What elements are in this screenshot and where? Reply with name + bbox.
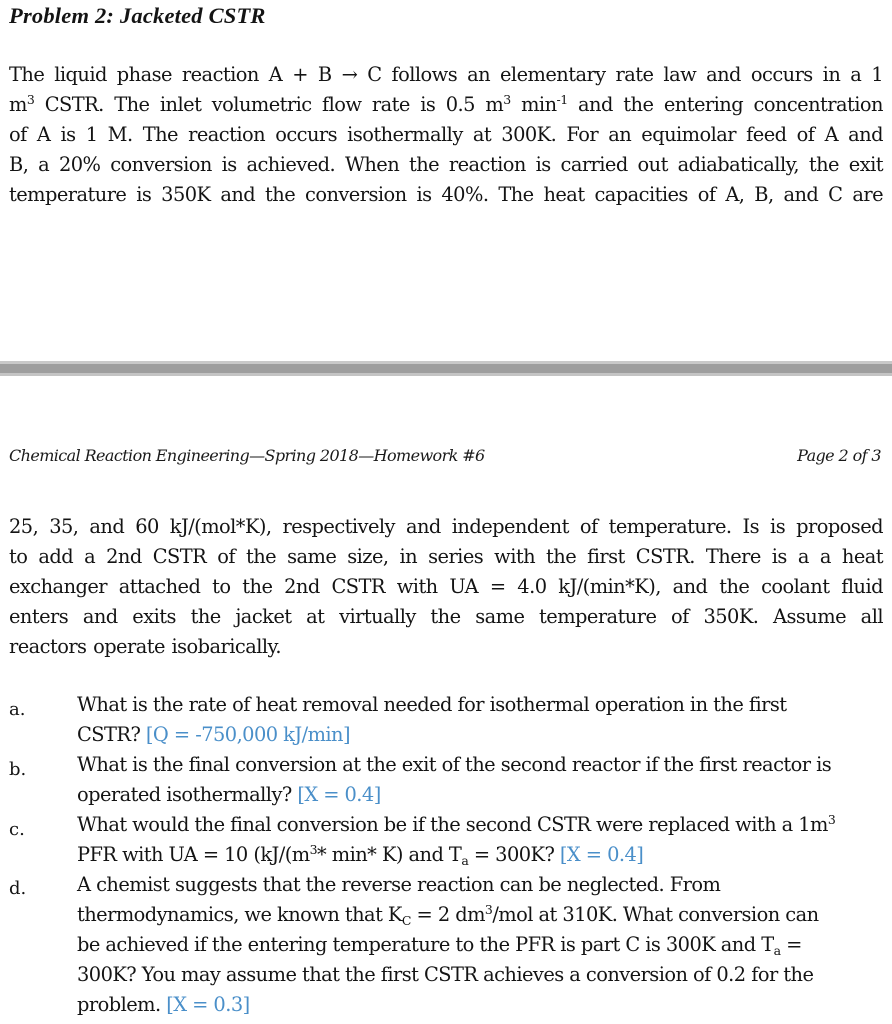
question-b-line-2-text: operated isothermally? (77, 783, 298, 806)
page-break-divider (0, 361, 892, 376)
question-d-line-2-sub: C (401, 913, 411, 928)
question-b-line-2 (77, 780, 381, 810)
continuation-line-5: reactors operate isobarically. (9, 635, 281, 658)
question-b-line-1: What is the final conversion at the exit of the second reactor if the first reactor is (77, 753, 832, 776)
question-c-answer: [X = 0.4] (559, 843, 644, 866)
question-d-line-5 (77, 990, 250, 1020)
intro-line-2-sup-2: 3 (503, 92, 511, 107)
question-a-line-1: What is the rate of heat removal needed for isothermal operation in the first (77, 693, 787, 716)
question-c-line-2-c: = 300K? (468, 843, 560, 866)
continuation-line-3: exchanger attached to the 2nd CSTR with UA = 4.0 kJ/(min*K), and the coolant fluid (9, 575, 883, 598)
intro-line-2-sup-1: 3 (26, 92, 35, 107)
question-c-line-2-sub: a (461, 853, 469, 868)
question-d-line-2 (77, 900, 819, 930)
question-d-answer: [X = 0.3] (166, 993, 250, 1016)
intro-line-1: The liquid phase reaction A + B → C follows an elementary rate law and occurs in a 1 (9, 63, 883, 86)
intro-line-4: B, a 20% conversion is achieved. When the reaction is carried out adiabatically, the exit (9, 153, 883, 176)
intro-line-2-unit: m (9, 93, 27, 116)
intro-line-5: temperature is 350K and the conversion is 40%. The heat capacities of A, B, and C are (9, 183, 883, 206)
page-number: Page 2 of 3 (797, 446, 881, 465)
question-c-line-2 (77, 840, 643, 870)
question-c-label: c. (9, 819, 25, 840)
problem-title: Problem 2: Jacketed CSTR (9, 3, 266, 28)
question-d-line-3-a: be achieved if the entering temperature to the PFR is part C is 300K and T (77, 933, 774, 956)
question-d-line-3 (77, 930, 802, 960)
question-c-line-1-text: What would the final conversion be if the second CSTR were replaced with a 1m (77, 813, 828, 836)
continuation-line-1: 25, 35, and 60 kJ/(mol*K), respectively and independent of temperature. Is is proposed (9, 515, 883, 538)
intro-line-2-text-a: CSTR. The inlet volumetric flow rate is 0.5 m (34, 93, 504, 116)
question-c-line-2-a: PFR with UA = 10 (kJ/(m (77, 843, 310, 866)
question-b-label: b. (9, 759, 27, 780)
question-d-line-5-text: problem. (77, 993, 167, 1016)
question-d-line-2-a: thermodynamics, we known that K (77, 903, 402, 926)
question-a-label: a. (9, 699, 26, 720)
continuation-line-4: enters and exits the jacket at virtually the same temperature of 350K. Assume all (9, 605, 883, 628)
page-top-section (0, 0, 892, 360)
question-d-label: d. (9, 878, 27, 899)
question-d-line-2-c: /mol at 310K. What conversion can (492, 903, 819, 926)
question-d-line-2-b: = 2 dm (410, 903, 485, 926)
intro-line-2-text-c: and the entering concentration (567, 93, 883, 116)
question-d-line-3-b: = (780, 933, 802, 956)
intro-line-2-sup-3: -1 (556, 92, 568, 107)
question-d-line-3-sub: a (773, 943, 781, 958)
question-a-line-2-text: CSTR? (77, 723, 146, 746)
intro-line-2-text-b: min (510, 93, 557, 116)
question-c-line-2-sup: 3 (309, 842, 317, 857)
question-a-answer: [Q = -750,000 kJ/min] (145, 723, 351, 746)
question-c-line-1 (77, 810, 835, 840)
question-d-line-2-sup: 3 (484, 902, 493, 917)
intro-line-3: of A is 1 M. The reaction occurs isothermally at 300K. For an equimolar feed of A and (9, 123, 883, 146)
question-a-line-2 (77, 720, 350, 750)
question-d-line-1: A chemist suggests that the reverse reaction can be neglected. From (77, 873, 721, 896)
question-c-line-1-sup: 3 (827, 812, 836, 827)
continuation-line-2: to add a 2nd CSTR of the same size, in series with the first CSTR. There is a a heat (9, 545, 883, 568)
intro-line-2 (9, 90, 883, 120)
question-d-line-4: 300K? You may assume that the first CSTR achieves a conversion of 0.2 for the (77, 963, 814, 986)
course-header: Chemical Reaction Engineering—Spring 2018—Homework #6 (9, 446, 485, 465)
question-b-answer: [X = 0.4] (297, 783, 381, 806)
question-c-line-2-b: * min* K) and T (317, 843, 462, 866)
